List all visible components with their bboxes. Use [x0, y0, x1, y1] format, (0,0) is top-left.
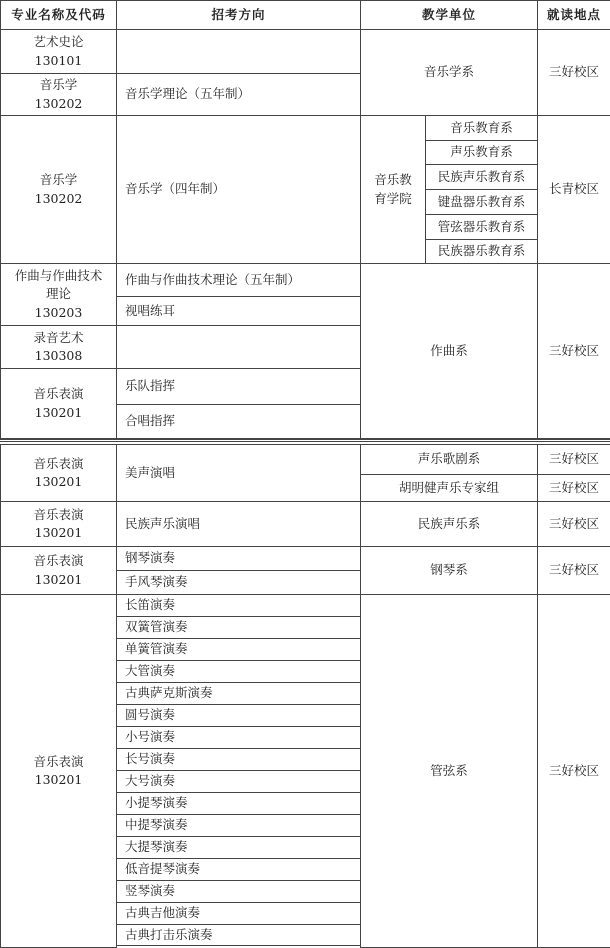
major-recording: [0, 325, 117, 369]
major-performance: [0, 501, 117, 547]
unit-piano: 钢琴系: [360, 546, 538, 595]
major-performance-line: 音乐表演: [33, 753, 84, 769]
direction-instrument: 古典吉他演奏: [116, 902, 361, 925]
major-musicology-line: 130202: [34, 95, 83, 111]
direction-sight-singing: 视唱练耳: [116, 296, 361, 326]
direction-instrument: 低音提琴演奏: [116, 858, 361, 881]
direction-instrument: 大号演奏: [116, 770, 361, 793]
direction-instrument: 长号演奏: [116, 748, 361, 771]
direction-folk-vocal: 民族声乐演唱: [116, 501, 361, 547]
major-performance-line: 130201: [34, 474, 83, 489]
location-sanhao: 三好校区: [537, 501, 610, 547]
header-unit: 教学单位: [360, 0, 538, 30]
unit-education-department: 键盘器乐教育系: [425, 189, 538, 215]
major-composition: [0, 263, 117, 326]
direction-accordion: 手风琴演奏: [116, 570, 361, 595]
unit-music-education-school-line: 育学院: [374, 190, 412, 206]
major-musicology: [0, 115, 117, 264]
unit-education-department: 民族声乐教育系: [425, 164, 538, 190]
direction-music-theory: 音乐学理论（五年制）: [116, 73, 361, 116]
major-musicology: [0, 73, 117, 116]
major-performance-line: 音乐表演: [33, 506, 84, 522]
direction-choral-conducting: 合唱指挥: [116, 404, 361, 439]
header-major: 专业名称及代码: [0, 0, 117, 30]
header-location: 就读地点: [537, 0, 610, 30]
location-changqing: 长青校区: [537, 115, 610, 264]
location-sanhao: 三好校区: [537, 474, 610, 502]
direction-instrument: 古典萨克斯演奏: [116, 682, 361, 705]
major-recording-line: 130308: [34, 348, 83, 363]
unit-education-department: 声乐教育系: [425, 140, 538, 165]
unit-music-education-school-line: 音乐教: [374, 172, 412, 188]
major-performance: [0, 368, 117, 439]
location-sanhao: 三好校区: [537, 263, 610, 439]
major-composition-line: 130203: [34, 304, 83, 320]
direction-instrument: 中提琴演奏: [116, 814, 361, 837]
direction-composition-theory: 作曲与作曲技术理论（五年制）: [116, 263, 361, 297]
unit-composition: 作曲系: [360, 263, 538, 439]
major-composition-line: 作曲与作曲技术: [14, 268, 103, 284]
direction-instrument: 大提琴演奏: [116, 836, 361, 859]
major-art-theory-line: 艺术史论: [33, 34, 84, 50]
major-performance: [0, 546, 117, 595]
direction-bel-canto: 美声演唱: [116, 444, 361, 502]
unit-opera: 声乐歌剧系: [360, 444, 538, 475]
major-art-theory-line: 130101: [34, 52, 83, 68]
direction-instrument: 双簧管演奏: [116, 616, 361, 639]
major-musicology-line: 130202: [34, 190, 83, 206]
major-musicology-line: 音乐学: [39, 172, 78, 188]
direction-instrument: 圆号演奏: [116, 704, 361, 727]
location-sanhao: 三好校区: [537, 594, 610, 948]
location-sanhao: 三好校区: [537, 29, 610, 116]
major-performance-line: 130201: [34, 772, 83, 787]
direction-instrument: 古典打击乐演奏: [116, 924, 361, 946]
direction-instrument: 长笛演奏: [116, 594, 361, 617]
direction-empty: [116, 325, 361, 369]
major-performance-line: 130201: [34, 525, 83, 540]
major-performance-line: 130201: [34, 571, 83, 587]
header-direction: 招考方向: [116, 0, 361, 30]
direction-instrument: 小提琴演奏: [116, 792, 361, 815]
major-art-theory: [0, 29, 117, 74]
direction-instrument: 小号演奏: [116, 726, 361, 749]
unit-education-department: 管弦器乐教育系: [425, 214, 538, 240]
major-performance-line: 音乐表演: [33, 386, 84, 402]
major-composition-line: 理论: [45, 286, 71, 302]
direction-music-4yr: 音乐学（四年制）: [116, 115, 361, 264]
unit-hu-mingjian: 胡明健声乐专家组: [360, 474, 538, 502]
major-performance-line: 音乐表演: [33, 455, 84, 471]
unit-education-department: 音乐教育系: [425, 115, 538, 141]
direction-instrument: 大管演奏: [116, 660, 361, 683]
major-musicology-line: 音乐学: [39, 77, 78, 93]
section-separator: [0, 439, 610, 442]
unit-orchestral: 管弦系: [360, 594, 538, 948]
direction-empty: [116, 29, 361, 74]
major-performance-line: 130201: [34, 404, 83, 420]
major-performance: [0, 594, 117, 948]
unit-education-department: 民族器乐教育系: [425, 239, 538, 264]
major-performance: [0, 444, 117, 502]
major-performance-line: 音乐表演: [33, 553, 84, 569]
direction-piano: 钢琴演奏: [116, 546, 361, 571]
direction-instrument: 竖琴演奏: [116, 880, 361, 903]
unit-musicology: 音乐学系: [360, 29, 538, 116]
direction-instrument: 单簧管演奏: [116, 638, 361, 661]
location-sanhao: 三好校区: [537, 444, 610, 475]
unit-music-education-school: [360, 115, 426, 264]
unit-folk-vocal: 民族声乐系: [360, 501, 538, 547]
location-sanhao: 三好校区: [537, 546, 610, 595]
direction-band-conducting: 乐队指挥: [116, 368, 361, 405]
major-recording-line: 录音艺术: [33, 329, 84, 345]
